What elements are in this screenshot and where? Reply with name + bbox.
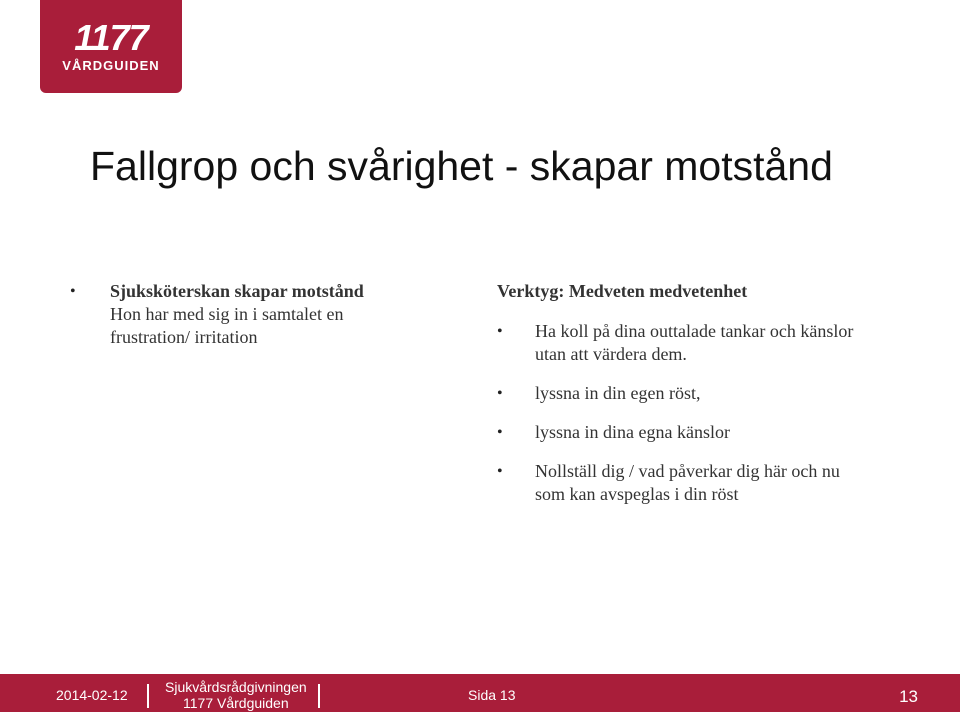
footer-bar [0,674,960,712]
footer-page-number: 13 [899,687,918,706]
right-column [497,280,917,522]
left-line-2: frustration/ irritation [110,327,258,347]
footer-page-label: Sida 13 [468,687,516,703]
tool-item-line-1: lyssna in dina egna känslor [535,422,730,442]
left-column [70,280,420,349]
logo-1177-vardguiden [40,0,182,93]
tool-heading: Verktyg: Medveten medvetenhet [497,281,748,301]
tool-item-line-1: Nollställ dig / vad påverkar dig här och nu [535,461,840,481]
tool-item-line-2: som kan avspeglas i din röst [535,484,739,504]
bullet-icon: • [497,385,503,402]
left-line-1: Hon har med sig in i samtalet en [110,304,344,324]
bullet-icon: • [497,323,503,340]
tool-item [497,460,917,506]
bullet-icon: • [70,283,76,300]
footer-organization [165,679,307,711]
tool-item [497,320,917,366]
tool-item [497,382,917,405]
footer-org-line-1: Sjukvårdsrådgivningen [165,679,307,695]
logo-name: VÅRDGUIDEN [62,58,160,73]
tool-item-line-1: Ha koll på dina outtalade tankar och känslor [535,321,854,341]
bullet-icon: • [497,463,503,480]
footer-date: 2014-02-12 [56,687,128,703]
footer-divider [318,684,320,708]
left-bullet [70,280,420,349]
footer-org-line-2: 1177 Vårdguiden [183,695,289,711]
tool-item-line-1: lyssna in din egen röst, [535,383,701,403]
footer-divider [147,684,149,708]
tool-item-line-2: utan att värdera dem. [535,344,687,364]
slide-title: Fallgrop och svårighet - skapar motstånd [90,143,833,189]
tool-item [497,421,917,444]
left-heading: Sjuksköterskan skapar motstånd [110,281,364,301]
bullet-icon: • [497,424,503,441]
logo-number: 1177 [74,17,148,58]
